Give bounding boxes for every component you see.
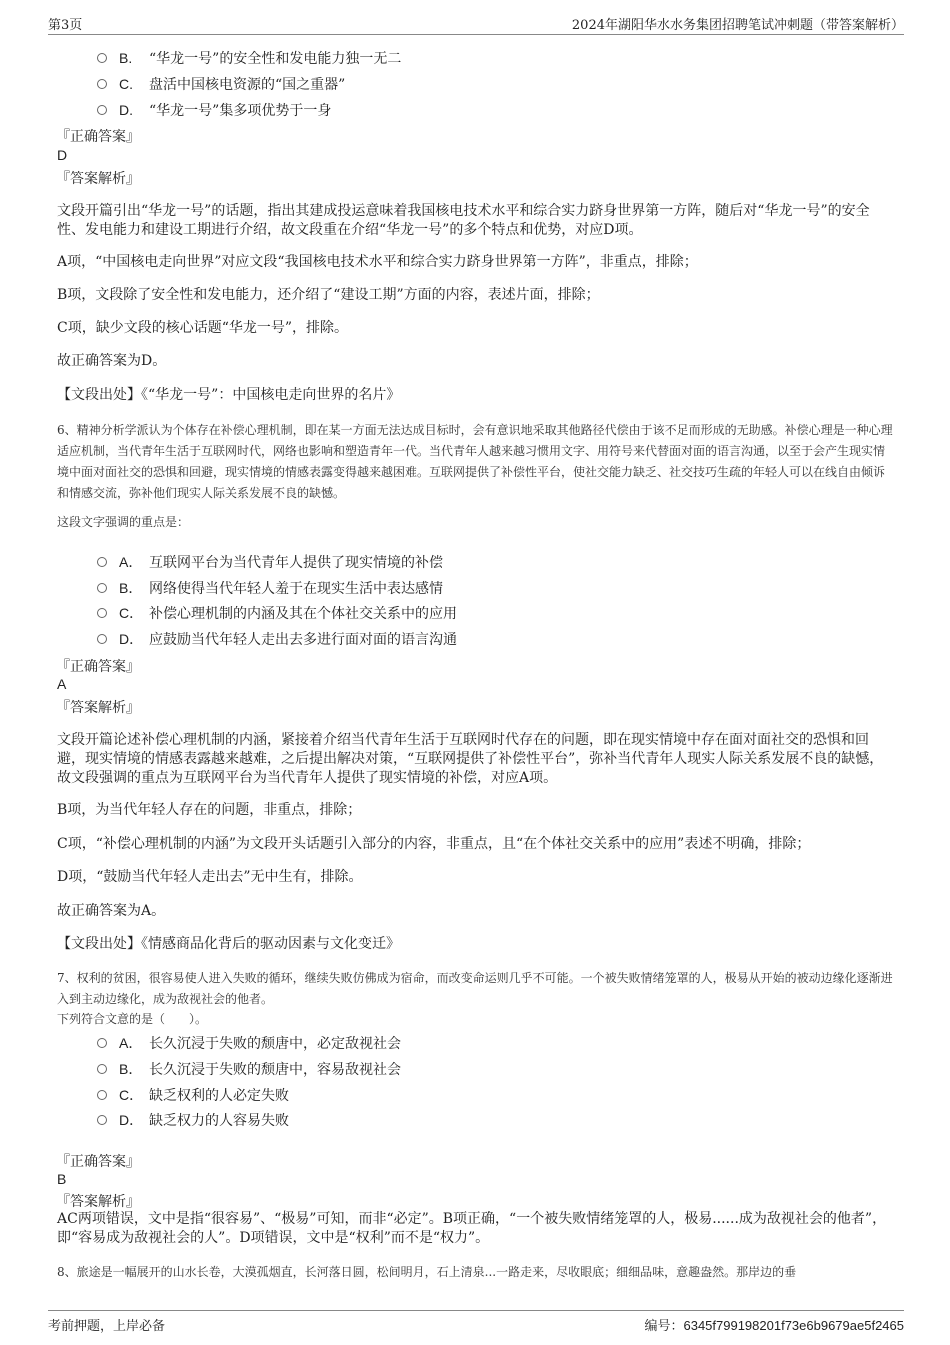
radio-icon[interactable] <box>97 1038 107 1048</box>
radio-icon[interactable] <box>97 1115 107 1125</box>
radio-icon[interactable] <box>97 1064 107 1074</box>
q6-question: 这段文字强调的重点是： <box>57 515 190 529</box>
q5-option-c[interactable]: C. 盘活中国核电资源的“国之重器” <box>97 74 345 94</box>
q6-option-d[interactable]: D． 应鼓励当代年轻人走出去多进行面对面的语言沟通 <box>97 629 457 649</box>
q7-analysis: AC两项错误，文中是指“很容易”、“极易”可知，而非“必定”。B项正确，“一个被失败情绪笼罩的人，极易......成为敌视社会的他者”，即“容易成为敌视社会的人”。D项错误，文中是“权利”而不是“权力”。 <box>57 1211 887 1246</box>
q7-option-c[interactable]: C． 缺乏权利的人必定失败 <box>97 1085 289 1105</box>
radio-icon[interactable] <box>97 1090 107 1100</box>
q7-option-d[interactable]: D． 缺乏权力的人容易失败 <box>97 1110 289 1130</box>
q6-analysis-p1: 文段开篇论述补偿心理机制的内涵，紧接着介绍当代青年生活于互联网时代存在的问题，即在现实情境中存在面对面社交的恐惧和回避，现实情境的情感表露越来越难，之后提出解决对策，“互联网提供了补偿性平台”，弥补当代青年人现实人际关系发展不良的缺憾，故文段强调的重点为互联网平台为当代青年人提供了现实情境的补偿，对应A项。 <box>57 732 884 786</box>
document-title: 2024年湖阳华水水务集团招聘笔试冲刺题（带答案解析） <box>571 18 904 33</box>
q5-option-d[interactable]: D. “华龙一号”集多项优势于一身 <box>97 100 331 120</box>
q7-answer: B <box>57 1171 67 1187</box>
q7-analysis-label: 『答案解析』 <box>56 1194 140 1210</box>
q6-option-c[interactable]: C． 补偿心理机制的内涵及其在个体社交关系中的应用 <box>97 603 457 623</box>
q7-option-a[interactable]: A． 长久沉浸于失败的颓唐中，必定敌视社会 <box>97 1033 401 1053</box>
radio-icon[interactable] <box>97 105 107 115</box>
page-number: 第3页 <box>48 18 83 33</box>
q7-answer-label: 『正确答案』 <box>56 1154 140 1170</box>
page-footer <box>48 1310 904 1333</box>
q6-option-a[interactable]: A． 互联网平台为当代青年人提供了现实情境的补偿 <box>97 552 443 572</box>
q6-source: 【文段出处】《情感商品化背后的驱动因素与文化变迁》 <box>57 936 400 952</box>
q6-answer: A <box>57 676 67 692</box>
footer-slogan: 考前押题，上岸必备 <box>48 1319 166 1334</box>
q6-analysis-p3: C项，“补偿心理机制的内涵”为文段开头话题引入部分的内容，非重点，且“在个体社交关系中的应用”表述不明确，排除； <box>57 836 811 852</box>
q7-question: 下列符合文意的是（ ）。 <box>57 1012 208 1026</box>
radio-icon[interactable] <box>97 79 107 89</box>
radio-icon[interactable] <box>97 53 107 63</box>
q5-analysis-p3: B项，文段除了安全性和发电能力，还介绍了“建设工期”方面的内容，表述片面，排除； <box>57 287 600 303</box>
q6-stem: 6、精神分析学派认为个体存在补偿心理机制，即在某一方面无法达成目标时，会有意识地采取其他路径代偿由于该不足而形成的无助感。补偿心理是一种心理适应机制，当代青年生活于互联网时代，网络也影响和塑造青年一代。当代青年人越来越习惯用文字、用符号来代替面对面的语言沟通，以至于会产生现实情境中面对面社交的恐惧和回避，现实情境的情感表露变得越来越困难。互联网提供了补偿性平台，使社交能力缺乏、社交技巧生疏的年轻人可以在线自由倾诉和情感交流，弥补他们现实人际关系发展不良的缺憾。 <box>57 423 893 500</box>
q7-option-b[interactable]: B． 长久沉浸于失败的颓唐中，容易敌视社会 <box>97 1059 401 1079</box>
q5-source: 【文段出处】《“华龙一号”：中国核电走向世界的名片》 <box>57 387 401 403</box>
radio-icon[interactable] <box>97 608 107 618</box>
q6-analysis-p4: D项，“鼓励当代年轻人走出去”无中生有，排除。 <box>57 869 363 885</box>
q5-answer: D <box>57 147 68 163</box>
q5-analysis-p2: A项，“中国核电走向世界”对应文段“我国核电技术水平和综合实力跻身世界第一方阵”，非重点，排除； <box>57 254 698 270</box>
q6-analysis-p5: 故正确答案为A。 <box>57 903 166 919</box>
q5-answer-label: 『正确答案』 <box>56 129 140 145</box>
radio-icon[interactable] <box>97 583 107 593</box>
q6-answer-label: 『正确答案』 <box>56 659 140 675</box>
radio-icon[interactable] <box>97 634 107 644</box>
q6-option-b[interactable]: B． 网络使得当代年轻人羞于在现实生活中表达感情 <box>97 578 443 598</box>
q5-option-b[interactable]: B. “华龙一号”的安全性和发电能力独一无二 <box>97 48 401 68</box>
radio-icon[interactable] <box>97 557 107 567</box>
q5-analysis-p5: 故正确答案为D。 <box>57 353 167 369</box>
q5-analysis-p1: 文段开篇引出“华龙一号”的话题，指出其建成投运意味着我国核电技术水平和综合实力跻身世界第一方阵，随后对“华龙一号”的安全性、发电能力和建设工期进行介绍，故文段重在介绍“华龙一号”的多个特点和优势，对应D项。 <box>57 203 870 238</box>
q5-analysis-p4: C项，缺少文段的核心话题“华龙一号”，排除。 <box>57 320 349 336</box>
q6-analysis-p2: B项，为当代年轻人存在的问题，非重点，排除； <box>57 802 362 818</box>
q6-analysis-label: 『答案解析』 <box>56 700 140 716</box>
page-header <box>48 14 904 35</box>
q7-stem: 7、权利的贫困，很容易使人进入失败的循环，继续失败仿佛成为宿命，而改变命运则几乎不可能。一个被失败情绪笼罩的人，极易从开始的被动边缘化逐渐进入到主动边缘化，成为敌视社会的他者。 <box>57 971 893 1006</box>
q8-stem: 8、旅途是一幅展开的山水长卷，大漠孤烟直，长河落日圆，松间明月，石上清泉...一路走来，尽收眼底；细细品味，意趣盎然。那岸边的垂 <box>57 1265 797 1279</box>
document-id: 编号：6345f799198201f73e6b9679ae5f2465 <box>644 1318 904 1333</box>
q5-analysis-label: 『答案解析』 <box>56 171 140 187</box>
